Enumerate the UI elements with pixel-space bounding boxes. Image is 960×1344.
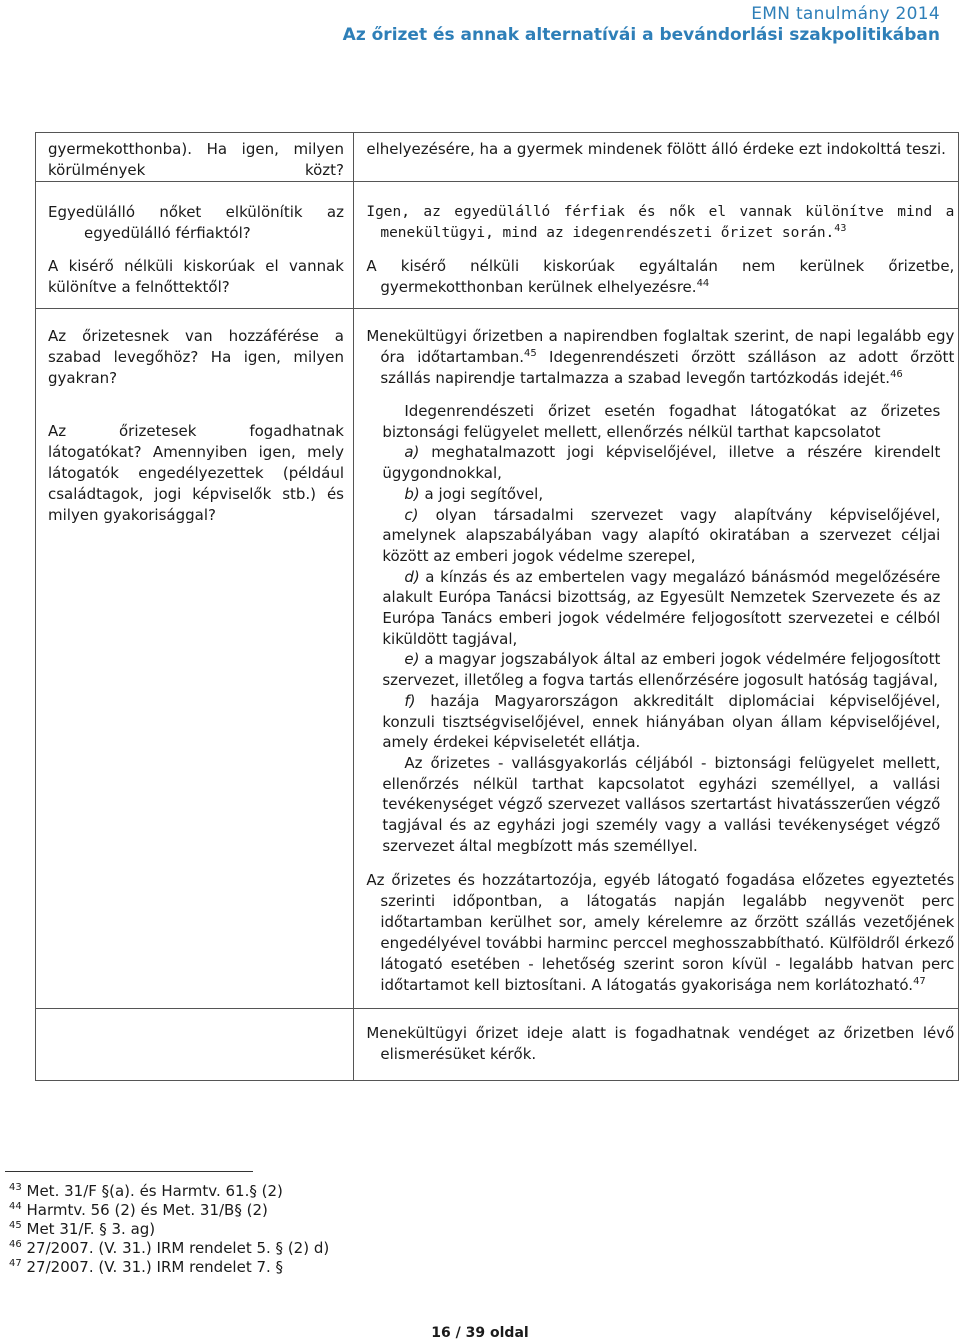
question-text: Az őrizetesnek van hozzáférése a szabad levegőhöz? Ha igen, milyen gyakran? xyxy=(48,327,344,387)
answer-text: Igen, az egyedülálló férfiak és nők el vannak különítve mind a menekültügyi, mind az idegenrendészeti őrizet során.$^{43}$ xyxy=(366,204,955,241)
religion-paragraph: Az őrizetes - vallásgyakorlás céljából - biztonsági felügyelet mellett, ellenőrzés nélkül tarthat kapcsolatot egyházi személlyel, a vallási tevékenységet végző szervezet vallásos szertartást hivatásszerűen végző tagjával és az egyházi jogi személy vagy a vallási tevékenységet végző szervezet által megbízott más személlyel. xyxy=(382,753,941,855)
visitor-intro: Idegenrendészeti őrizet esetén fogadhat látogatókat az őrizetes biztonsági felügyelet mellett, ellenőrzés nélkül tarthat kapcsolatot xyxy=(382,402,941,441)
table-row xyxy=(36,1009,959,1081)
page-number: 16 / 39 oldal xyxy=(431,1325,529,1341)
list-item: e) a magyar jogszabályok által az emberi jogok védelmére feljogosított szervezet, illetőleg a fogva tartás ellenőrzésére jogosult hatóság tagjával, xyxy=(382,650,941,690)
question-cell xyxy=(36,133,354,182)
list-item: c) olyan társadalmi szervezet vagy alapítvány képviselőjével, amelynek alapszabályában vagy alapító okiratában a szervezet céljai között az emberi jogok védelme szerepel, xyxy=(382,505,941,565)
list-item: a) meghatalmazott jogi képviselőjével, illetve a részére kirendelt ügygondnokkal, xyxy=(382,443,941,483)
footnote: $^{45}$ Met 31/F. § 3. ag) xyxy=(9,1220,156,1238)
question-text: Egyedülálló nőket elkülönítik az egyedülálló férfiaktól? xyxy=(48,203,344,242)
table-row xyxy=(36,309,959,1009)
visitor-rules xyxy=(382,401,940,856)
footnote: $^{47}$ 27/2007. (V. 31.) IRM rendelet 7. § xyxy=(9,1258,284,1276)
answer-cell xyxy=(354,309,959,1009)
question-text: gyermekotthonba). Ha igen, milyen körülmények közt? xyxy=(48,140,344,179)
qa-table xyxy=(35,132,959,1081)
table-row xyxy=(36,133,959,182)
footnote-ref[interactable]: 45 xyxy=(523,348,537,359)
report-header-subtitle: Az őrizet és annak alternatívái a bevándorlási szakpolitikában xyxy=(342,25,940,45)
footnotes xyxy=(9,1182,329,1277)
answer-text: A kisérő nélküli kiskorúak egyáltalán nem kerülnek őrizetbe, gyermekotthonban kerülnek elhelyezésre.$^{44}$ xyxy=(366,257,955,296)
footnote-ref[interactable]: 47 xyxy=(913,976,926,988)
footnote-ref[interactable]: 44 xyxy=(696,278,710,289)
report-header-title: EMN tanulmány 2014 xyxy=(751,4,940,24)
footnote: $^{44}$ Harmtv. 56 (2) és Met. 31/B§ (2) xyxy=(9,1201,268,1219)
list-item: b) a jogi segítővel, xyxy=(404,484,544,503)
answer-text: elhelyezésére, ha a gyermek mindenek fölött álló érdeke ezt indokolttá teszi. xyxy=(366,140,946,158)
footnote-ref[interactable]: 43 xyxy=(834,223,847,235)
answer-text: Az őrizetes és hozzátartozója, egyéb látogató fogadása előzetes egyeztetés szerinti időpontban, a látogatás napján legalább negyvenöt perc időtartamban kerülhet sor, amely kérelemre az őrzött szállás vezetőjének engedélyével további harminc perccel meghosszabbítható. Külföldről érkező látogató esetében - lehetőség szerint soron kívül - legalább hatvan perc időtartamot kell biztosítani. A látogatás gyakorisága nem korlátozható.$^{47}$ xyxy=(366,871,955,995)
question-text: Az őrizetesek fogadhatnak látogatókat? Amennyiben igen, mely látogatók engedélyezettek (például családtagok, jogi képviselők stb.) és milyen gyakorisággal? xyxy=(48,422,344,524)
footnote: $^{43}$ Met. 31/F §(a). és Harmtv. 61.§ (2) xyxy=(9,1182,283,1200)
table-row xyxy=(36,182,959,309)
question-cell xyxy=(36,182,354,309)
answer-cell xyxy=(354,1009,959,1081)
list-item: d) a kínzás és az embertelen vagy megalázó bánásmód megelőzésére alakult Európa Tanácsi bizottság, az Egyesült Nemzetek Szervezete és az Európa Tanács emberi jogok védelmére feljogosított szervezetei e célból kiküldött tagjával, xyxy=(382,567,941,648)
footnote: $^{46}$ 27/2007. (V. 31.) IRM rendelet 5. § (2) d) xyxy=(9,1239,330,1257)
question-text: A kisérő nélküli kiskorúak el vannak különítve a felnőttektől? xyxy=(48,257,344,296)
list-item: f) hazája Magyarországon akkreditált diplomáciai képviselőjével, konzuli tisztségviselőjével, ennek hiányában olyan állam képviselőjével, amely érdekei képviseletét ellátja. xyxy=(382,691,941,752)
answer-text: Menekültügyi őrizetben a napirendben foglaltak szerint, de napi legalább egy óra időtartamban.$^{45}$ Idegenrendészeti őrzött szálláson az adott őrzött szállás napirendje tartalmazza a szabad levegőn tartózkodás idejét.$^{46}$ xyxy=(366,327,955,387)
answer-cell xyxy=(354,182,959,309)
answer-text: Menekültügyi őrizet ideje alatt is fogadhatnak vendéget az őrizetben lévő elismerésüket kérők. xyxy=(366,1024,955,1064)
answer-cell xyxy=(354,133,959,182)
footnote-ref[interactable]: 46 xyxy=(890,369,903,380)
question-cell xyxy=(36,1009,354,1081)
question-cell xyxy=(36,309,354,1009)
footnote-separator xyxy=(5,1171,253,1172)
